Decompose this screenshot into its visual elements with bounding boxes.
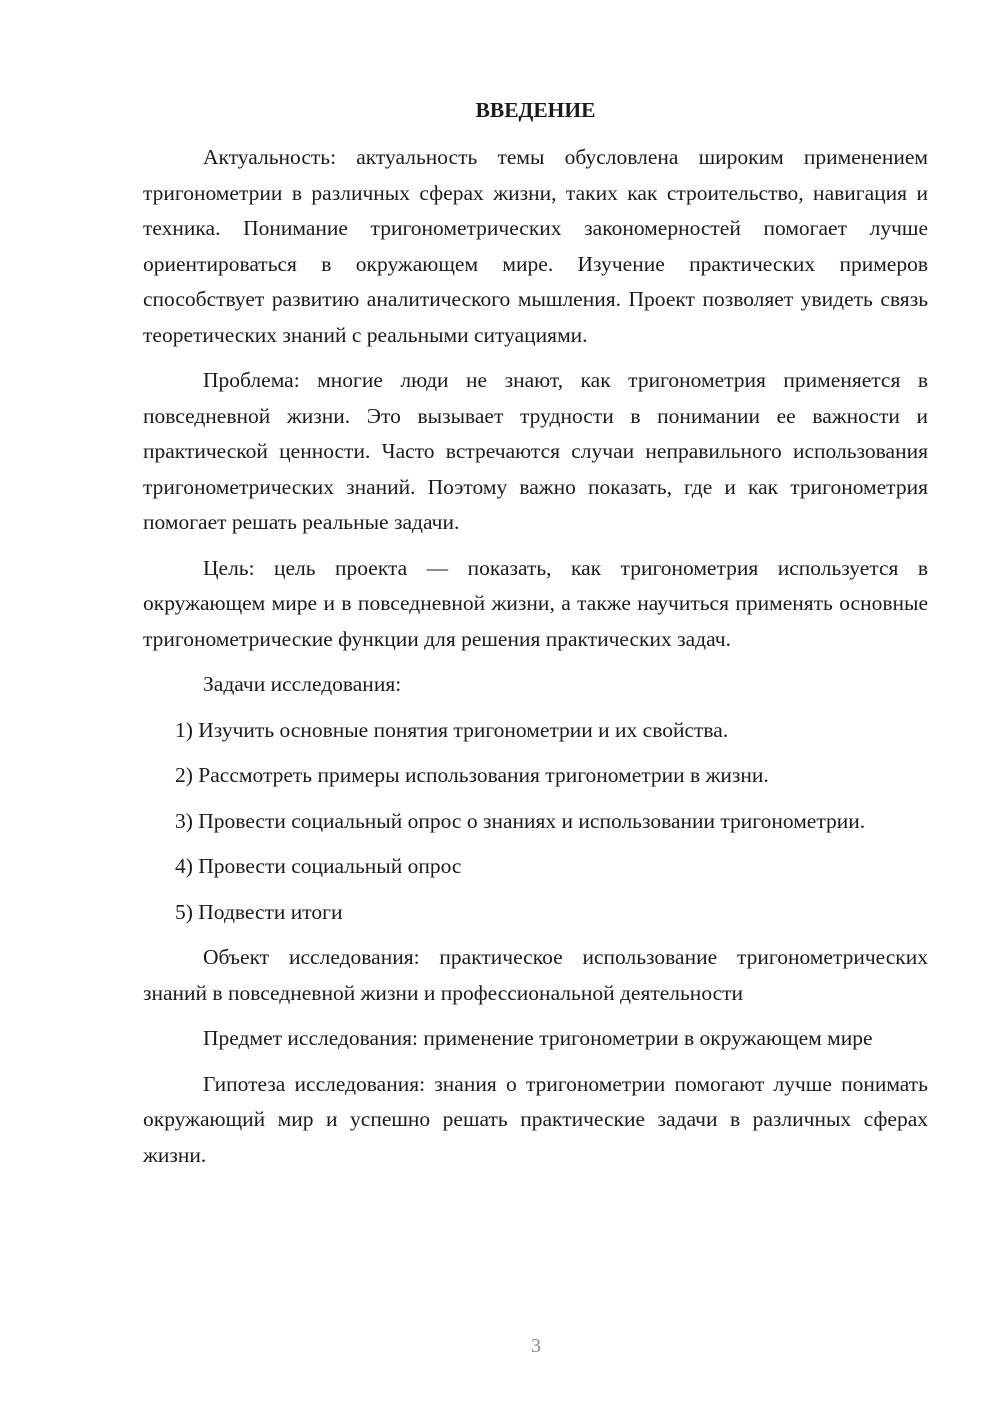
problem-paragraph: Проблема: многие люди не знают, как тригонометрия применяется в повседневной жизни. Это вызывает трудности в понимании ее важности и практической ценности. Часто встречаются случаи неправильного использования тригонометрических знаний. Поэтому важно показать, где и как тригонометрия помогает решать реальные задачи. [143, 368, 928, 534]
hypothesis-paragraph: Гипотеза исследования: знания о тригонометрии помогают лучше понимать окружающий мир и успешно решать практические задачи в различных сферах жизни. [143, 1071, 928, 1167]
task-item-3: 3) Провести социальный опрос о знаниях и использовании тригонометрии. [175, 808, 866, 833]
page-title: ВВЕДЕНИЕ [475, 98, 596, 122]
goal-paragraph: Цель: цель проекта — показать, как тригонометрия используется в окружающем мире и в повседневной жизни, а также научиться применять основные тригонометрические функции для решения практических задач. [143, 555, 928, 651]
subject-paragraph: Предмет исследования: применение тригонометрии в окружающем мире [203, 1026, 873, 1050]
task-item-4: 4) Провести социальный опрос [175, 854, 462, 878]
task-item-5: 5) Подвести итоги [175, 899, 343, 924]
task-item-1: 1) Изучить основные понятия тригонометрии и их свойства. [175, 717, 729, 742]
object-paragraph: Объект исследования: практическое использование тригонометрических знаний в повседневной жизни и профессиональной деятельности [143, 945, 928, 1005]
task-item-2: 2) Рассмотреть примеры использования тригонометрии в жизни. [175, 763, 769, 787]
page-number: 3 [531, 1335, 541, 1357]
page-content [143, 95, 928, 1183]
relevance-paragraph: Актуальность: актуальность темы обусловлена широким применением тригонометрии в различных сферах жизни, таких как строительство, навигация и техника. Понимание тригонометрических закономерностей помогает лучше ориентироваться в окружающем мире. Изучение практических примеров способствует развитию аналитического мышления. Проект позволяет увидеть связь теоретических знаний с реальными ситуациями. [143, 145, 928, 347]
tasks-heading: Задачи исследования: [203, 672, 402, 696]
